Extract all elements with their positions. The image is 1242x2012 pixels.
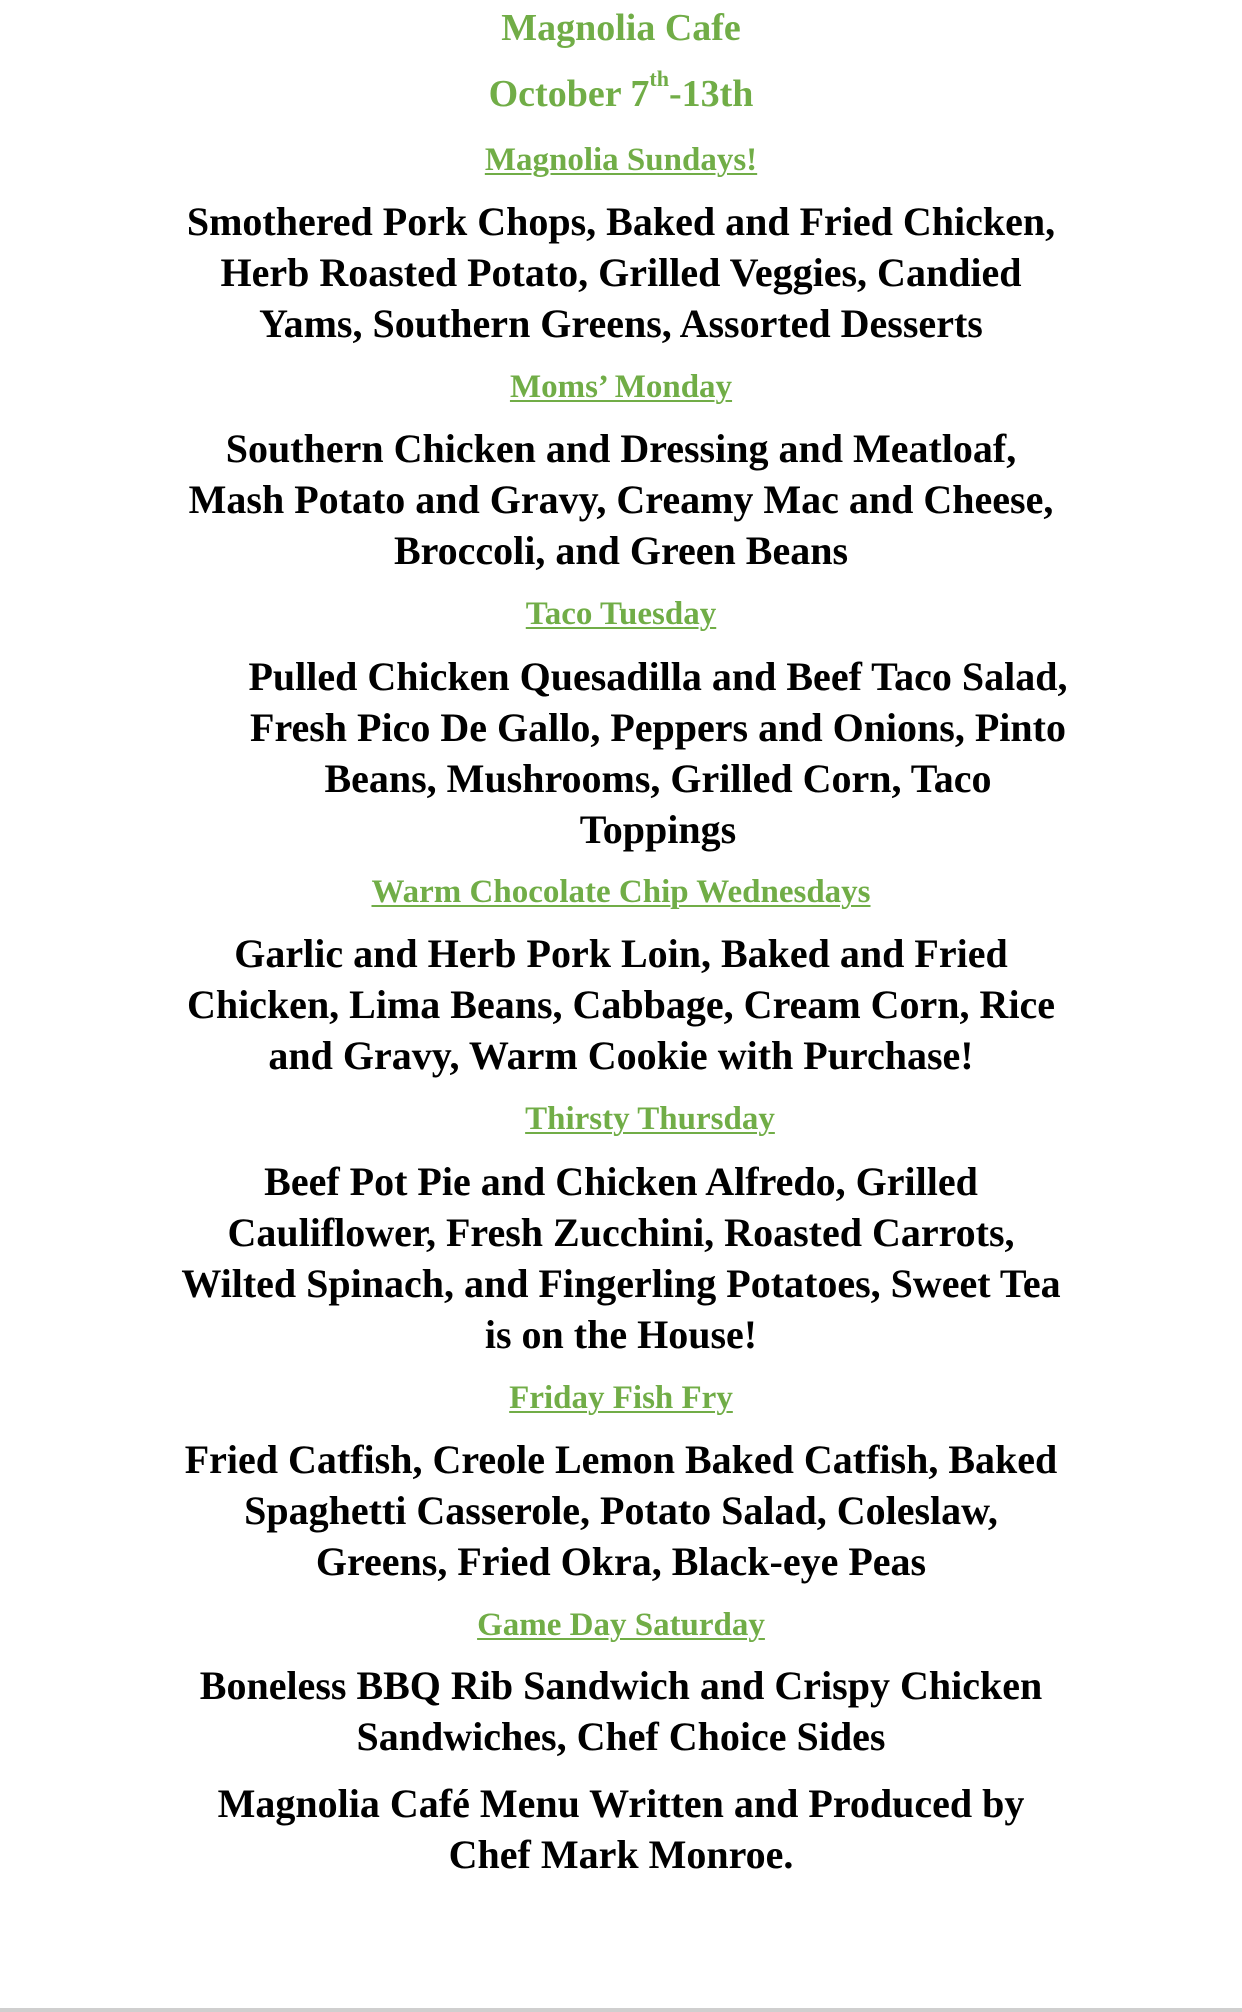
menu-line: Yams, Southern Greens, Assorted Desserts	[259, 301, 983, 346]
day-menu-saturday	[0, 1660, 1242, 1762]
day-title-saturday: Game Day Saturday	[477, 1607, 765, 1643]
day-menu-friday	[0, 1434, 1242, 1587]
menu-line: Beef Pot Pie and Chicken Alfredo, Grilled	[264, 1159, 978, 1204]
day-title-tuesday: Taco Tuesday	[525, 596, 717, 632]
menu-line: is on the House!	[484, 1312, 758, 1357]
menu-line: Beans, Mushrooms, Grilled Corn, Taco	[324, 756, 992, 801]
menu-line: Broccoli, and Green Beans	[393, 528, 849, 573]
menu-line: Cauliflower, Fresh Zucchini, Roasted Carrots,	[227, 1210, 1015, 1255]
day-title-monday: Moms’ Monday	[509, 369, 733, 405]
date-range-ordinal: th	[649, 66, 669, 91]
day-title-friday: Friday Fish Fry	[509, 1380, 733, 1416]
menu-line: Greens, Fried Okra, Black-eye Peas	[315, 1539, 927, 1584]
day-title-wednesday: Warm Chocolate Chip Wednesdays	[371, 874, 871, 910]
menu-line: Pulled Chicken Quesadilla and Beef Taco Salad,	[248, 654, 1068, 699]
date-range-start: October 7	[488, 73, 650, 115]
day-menu-monday	[0, 423, 1242, 576]
menu-line: Southern Chicken and Dressing and Meatloaf,	[225, 426, 1017, 471]
menu-line: Boneless BBQ Rib Sandwich and Crispy Chicken	[199, 1663, 1043, 1708]
menu-credit	[0, 1778, 1242, 1880]
menu-line: Herb Roasted Potato, Grilled Veggies, Candied	[220, 250, 1022, 295]
menu-line: Chicken, Lima Beans, Cabbage, Cream Corn, Rice	[186, 982, 1056, 1027]
menu-line: Fresh Pico De Gallo, Peppers and Onions, Pinto	[250, 705, 1066, 750]
menu-line: Garlic and Herb Pork Loin, Baked and Fried	[234, 931, 1008, 976]
date-range-end: -13th	[668, 73, 754, 115]
page-bottom-divider	[0, 2008, 1242, 2012]
menu-line: Mash Potato and Gravy, Creamy Mac and Cheese,	[188, 477, 1054, 522]
menu-line: and Gravy, Warm Cookie with Purchase!	[268, 1033, 974, 1078]
menu-line: Smothered Pork Chops, Baked and Fried Chicken,	[186, 199, 1056, 244]
date-range	[0, 66, 1242, 116]
day-menu-tuesday	[120, 651, 1196, 855]
credit-line: Chef Mark Monroe.	[448, 1832, 794, 1877]
credit-line: Magnolia Café Menu Written and Produced by	[217, 1781, 1025, 1826]
menu-line: Fried Catfish, Creole Lemon Baked Catfish, Baked	[184, 1437, 1058, 1482]
menu-line: Spaghetti Casserole, Potato Salad, Coleslaw,	[244, 1488, 998, 1533]
day-menu-wednesday	[0, 928, 1242, 1081]
menu-line: Sandwiches, Chef Choice Sides	[356, 1714, 886, 1759]
day-menu-thursday	[0, 1156, 1242, 1360]
day-menu-sunday	[0, 196, 1242, 349]
menu-line: Toppings	[579, 807, 737, 852]
menu-line: Wilted Spinach, and Fingerling Potatoes, Sweet Tea	[181, 1261, 1061, 1306]
cafe-title: Magnolia Cafe	[501, 7, 741, 49]
day-title-sunday: Magnolia Sundays!	[484, 142, 758, 178]
day-title-thursday: Thirsty Thursday	[525, 1101, 775, 1137]
